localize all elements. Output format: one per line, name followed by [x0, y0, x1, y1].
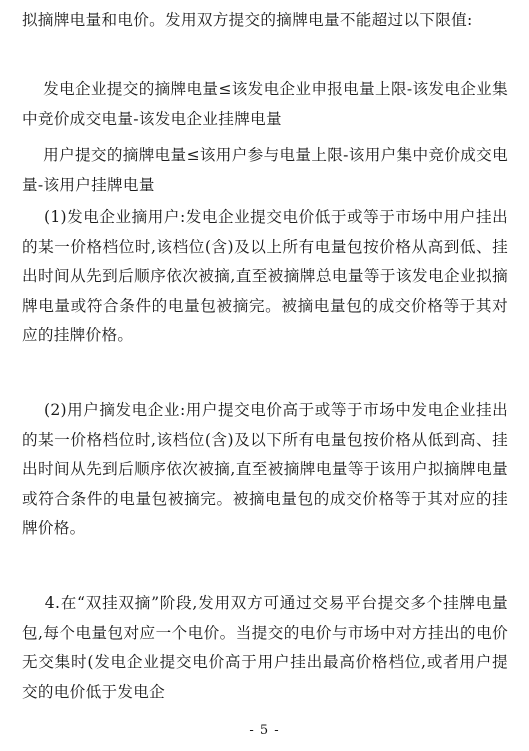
page-number: - 5 -	[249, 723, 280, 738]
paragraph-limit-intro: 拟摘牌电量和电价。发用双方提交的摘牌电量不能超过以下限值:	[22, 11, 473, 29]
paragraph-user-limit: 用户提交的摘牌电量≤该用户参与电量上限-该用户集中竞价成交电量-该用户挂牌电量	[22, 146, 508, 194]
paragraph-generator-takes-user: (1)发电企业摘用户:发电企业提交电价低于或等于市场中用户挂出的某一价格档位时,该档位(含)及以上所有电量包按价格从高到低、挂出时间从先到后顺序依次被摘,直至被摘牌总电量等于该发电企业拟摘牌电量或符合条件的电量包被摘完。被摘电量包的成交价格等于其对应的挂牌价格。	[22, 208, 508, 344]
paragraph-double-listing: 4.在“双挂双摘”阶段,发用双方可通过交易平台提交多个挂牌电量包,每个电量包对应一个电价。当提交的电价与市场中对方挂出的电价无交集时(发电企业提交电价高于用户挂出最高价格档位,或者用户提交的电价低于发电企	[22, 594, 508, 701]
paragraph-generator-limit: 发电企业提交的摘牌电量≤该发电企业申报电量上限-该发电企业集中竞价成交电量-该发电企业挂牌电量	[22, 80, 508, 128]
paragraph-user-takes-generator: (2)用户摘发电企业:用户提交电价高于或等于市场中发电企业挂出的某一价格档位时,该档位(含)及以下所有电量包按价格从低到高、挂出时间从先到后顺序依次被摘,直至被摘牌电量等于该用户拟摘牌电量或符合条件的电量包被摘完。被摘电量包的成交价格等于其对应的挂牌价格。	[22, 401, 508, 537]
